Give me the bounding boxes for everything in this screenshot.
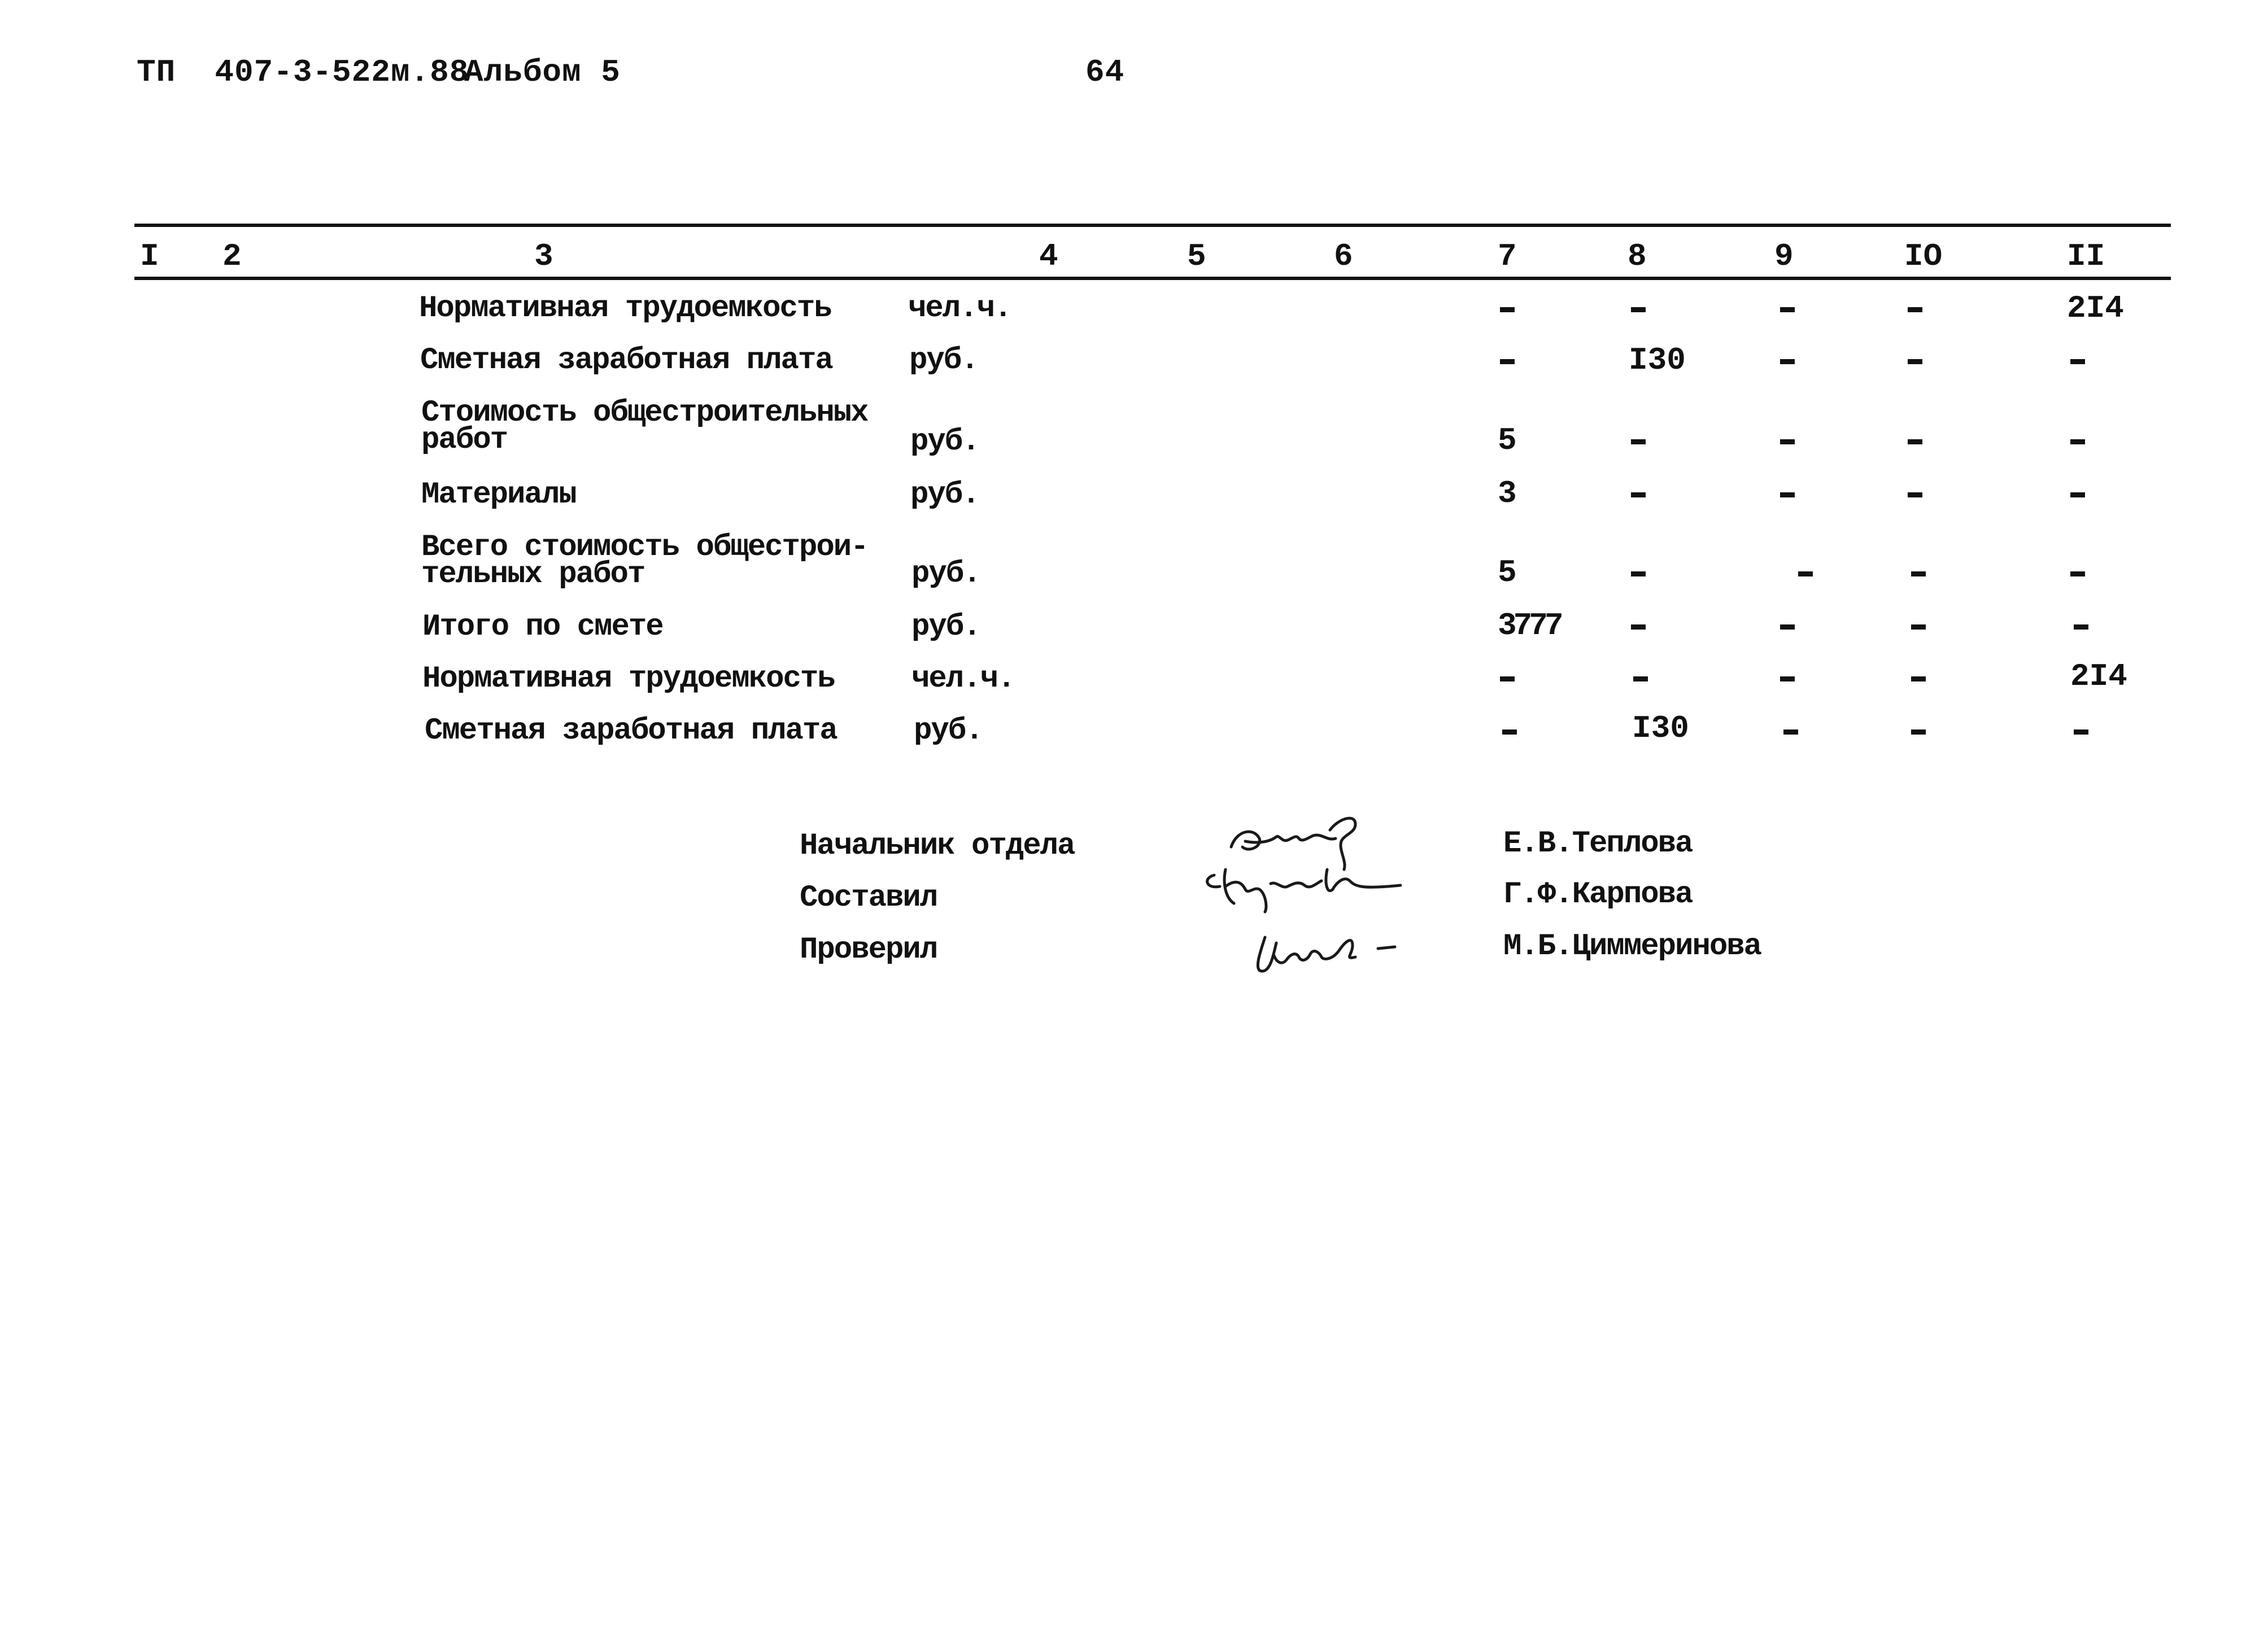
dash-mark: [2074, 729, 2088, 735]
dash-mark: [1631, 307, 1646, 312]
row-name: Всего стоимость общестрои- тельных работ: [421, 530, 868, 592]
column-number-11: II: [2067, 238, 2105, 274]
value-col-7: 3777: [1498, 608, 1560, 644]
column-number-4: 4: [1039, 238, 1058, 274]
column-number-10: IO: [1904, 238, 1943, 274]
row-unit: руб.: [910, 478, 979, 512]
dash-mark: [1911, 571, 1926, 576]
signatory-name: Е.В.Теплова: [1503, 827, 1693, 861]
column-number-6: 6: [1334, 238, 1353, 274]
row-unit: руб.: [911, 610, 980, 644]
dash-mark: [1780, 359, 1795, 364]
dash-mark: [1500, 676, 1515, 681]
dash-mark: [1631, 492, 1646, 497]
column-number-5: 5: [1187, 238, 1206, 274]
handwritten-signature: [1242, 920, 1423, 982]
dash-mark: [2070, 359, 2085, 364]
page-number: 64: [1085, 54, 1125, 90]
signatory-role: Составил: [800, 881, 937, 915]
dash-mark: [1780, 624, 1795, 630]
column-number-3: 3: [534, 238, 553, 274]
signatory-name: Г.Ф.Карпова: [1503, 877, 1693, 912]
value-col-11: 2I4: [2070, 658, 2127, 694]
row-unit: чел.ч.: [911, 662, 1015, 696]
row-unit: руб.: [911, 557, 980, 591]
row-name: Стоимость общестроительных работ: [421, 396, 868, 457]
dash-mark: [1500, 307, 1515, 312]
value-col-8: I30: [1629, 342, 1686, 378]
dash-mark: [1631, 624, 1646, 630]
dash-mark: [2070, 492, 2085, 497]
column-number-8: 8: [1628, 238, 1647, 274]
dash-mark: [2070, 571, 2085, 576]
dash-mark: [1911, 729, 1926, 735]
signatory-role: Проверил: [800, 933, 937, 967]
dash-mark: [1798, 571, 1813, 576]
dash-mark: [1911, 676, 1926, 681]
dash-mark: [1908, 307, 1922, 312]
dash-mark: [1631, 571, 1646, 576]
signatory-name: М.Б.Циммеринова: [1503, 929, 1761, 964]
document-code: ТП 407-3-522м.88: [137, 54, 469, 90]
value-col-7: 5: [1498, 422, 1517, 458]
row-unit: руб.: [914, 714, 983, 748]
dash-mark: [1780, 492, 1795, 497]
value-col-11: 2I4: [2067, 290, 2124, 326]
dash-mark: [2070, 439, 2085, 444]
column-number-1: I: [140, 238, 159, 274]
row-name: Нормативная трудоемкость: [422, 662, 835, 696]
dash-mark: [1500, 359, 1515, 364]
dash-mark: [1631, 439, 1646, 444]
table-header-rule: [134, 277, 2171, 280]
table-top-rule: [134, 224, 2171, 227]
value-col-7: 3: [1498, 475, 1517, 512]
column-number-2: 2: [223, 238, 242, 274]
dash-mark: [1780, 676, 1795, 681]
dash-mark: [1908, 359, 1922, 364]
dash-mark: [2074, 624, 2088, 630]
row-unit: чел.ч.: [908, 291, 1011, 326]
row-name: Сметная заработная плата: [420, 343, 832, 378]
signatory-role: Начальник отдела: [800, 829, 1075, 863]
column-number-9: 9: [1774, 238, 1794, 274]
dash-mark: [1780, 439, 1795, 444]
value-col-8: I30: [1632, 710, 1689, 746]
dash-mark: [1783, 729, 1798, 735]
column-number-7: 7: [1498, 238, 1517, 274]
row-name: Сметная заработная плата: [425, 714, 837, 748]
album-label: Альбом 5: [464, 54, 621, 90]
dash-mark: [1502, 729, 1517, 735]
handwritten-signature: [1192, 858, 1406, 920]
row-name: Итого по смете: [422, 610, 663, 644]
dash-mark: [1908, 492, 1922, 497]
dash-mark: [1633, 676, 1648, 681]
dash-mark: [1911, 624, 1926, 630]
row-unit: руб.: [910, 425, 979, 459]
dash-mark: [1780, 307, 1795, 312]
row-name: Материалы: [421, 478, 576, 512]
row-name: Нормативная трудоемкость: [419, 291, 831, 326]
row-unit: руб.: [909, 343, 978, 378]
dash-mark: [1908, 439, 1922, 444]
value-col-7: 5: [1498, 554, 1517, 591]
